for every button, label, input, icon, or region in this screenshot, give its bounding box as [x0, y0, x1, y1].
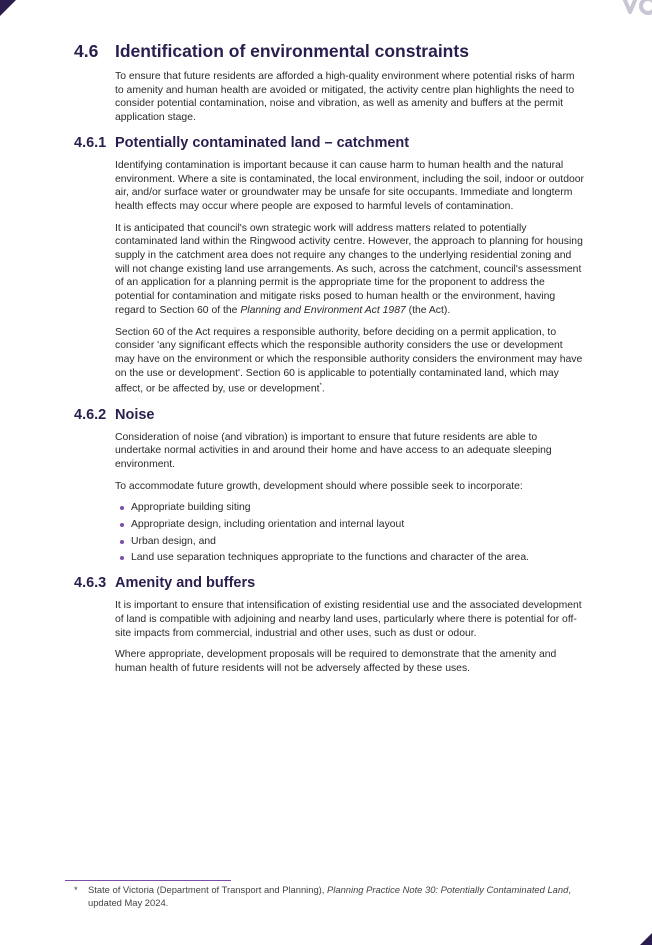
section-title: Amenity and buffers: [115, 575, 256, 592]
text-run: (the Act).: [405, 304, 451, 316]
bullet-list: [115, 501, 584, 565]
section-number: 4.6.3: [74, 575, 107, 592]
text-run: .: [321, 383, 325, 395]
list-item: [115, 501, 584, 515]
list-item: [115, 535, 584, 549]
bullet-icon: [120, 556, 124, 560]
bullet-icon: [120, 523, 124, 527]
footnote-source-title: Planning Practice Note 30: Potentially Contaminated Land: [327, 884, 569, 895]
section-number: 4.6.2: [74, 406, 107, 423]
heading-4-6-3: [74, 573, 584, 593]
paragraph: It is important to ensure that intensification of existing residential use and the associated development of land is compatible with adjoining and nearby land uses, particularly where there is potential for off-site impacts from commercial, industrial and other uses, such as dust or odour.: [115, 600, 582, 639]
paragraph: To ensure that future residents are afforded a high-quality environment where potential risks of harm to amenity and human health are avoided or mitigated, the activity centre plan highlights the need to consider potential contamination, noise and vibration, as well as amenity and buffers at the permit application stage.: [115, 71, 575, 124]
paragraph: Where appropriate, development proposals will be required to demonstrate that the amenity and human health of future residents will not be adversely affected by these uses.: [115, 649, 557, 674]
list-item: [115, 518, 584, 532]
paragraph: To accommodate future growth, development should where possible seek to incorporate:: [115, 480, 523, 492]
document-body: [74, 40, 584, 684]
paragraph: Consideration of noise (and vibration) is important to ensure that future residents are able to undertake normal activities in and around their home and have access to an adequate sleeping environment.: [115, 431, 552, 470]
heading-4-6: [74, 40, 584, 62]
footnote: [74, 884, 574, 909]
text-run: State of Victoria (Department of Transport and Planning),: [88, 884, 328, 895]
text-run: It is anticipated that council's own strategic work will address matters related to potentially contaminated land within the Ringwood activity centre. However, the approach to planning for housing supply in the catchment area does not require any changes to the underlying residential zoning and will not change existing land use arrangements. As such, across the catchment, council's assessment of an application for a planning permit is the appropriate time for the proponent to address the potential for contamination and mitigate risks posed to human health or the environment, having regard to Section 60 of the: [115, 222, 583, 316]
paragraph: [115, 222, 584, 318]
corner-decoration-top-left: [0, 0, 16, 16]
section-title: Potentially contaminated land – catchment: [115, 134, 410, 151]
bullet-icon: [120, 540, 124, 544]
list-item-text: Land use separation techniques appropriate to the functions and character of the area.: [131, 552, 530, 564]
footnote-text: [88, 884, 574, 909]
footnote-reference: *: [319, 383, 322, 390]
corner-decoration-bottom-right: [640, 933, 652, 945]
bullet-icon: [120, 506, 124, 510]
act-title: Planning and Environment Act 1987: [240, 304, 406, 316]
heading-4-6-1: [74, 133, 584, 153]
section-number: 4.6: [74, 41, 99, 61]
section-number: 4.6.1: [74, 134, 107, 151]
section-title: Identification of environmental constraints: [115, 41, 469, 61]
paragraph: Identifying contamination is important because it can cause harm to human health and the natural environment. Where a site is contaminated, the local environment, including the soil, indoor or outdoor air, and/or surface water or groundwater may be unsafe for site occupants. Immediate and longterm health effects may occur where people are exposed to harmful levels of contamination.: [115, 159, 584, 212]
footnote-mark: *: [74, 884, 78, 895]
list-item-text: Appropriate building siting: [131, 502, 251, 514]
list-item-text: Urban design, and: [131, 535, 216, 547]
text-run: Section 60 of the Act requires a responsible authority, before deciding on a permit application, to consider 'any significant effects which the responsible authority considers the use or development may have on the environment or which the responsible authority considers the environment may have on the use or development'. Section 60 is applicable to potentially contaminated land, which may affect, or be affected by, use or development: [115, 326, 583, 395]
list-item: [115, 551, 584, 565]
vpa-logo-icon: [610, 0, 652, 20]
list-item-text: Appropriate design, including orientation and internal layout: [131, 519, 405, 531]
paragraph: [115, 326, 584, 397]
footnote-divider: [65, 880, 231, 881]
text-run: , updated May 2024.: [88, 884, 571, 908]
heading-4-6-2: [74, 405, 584, 425]
section-title: Noise: [115, 406, 155, 423]
